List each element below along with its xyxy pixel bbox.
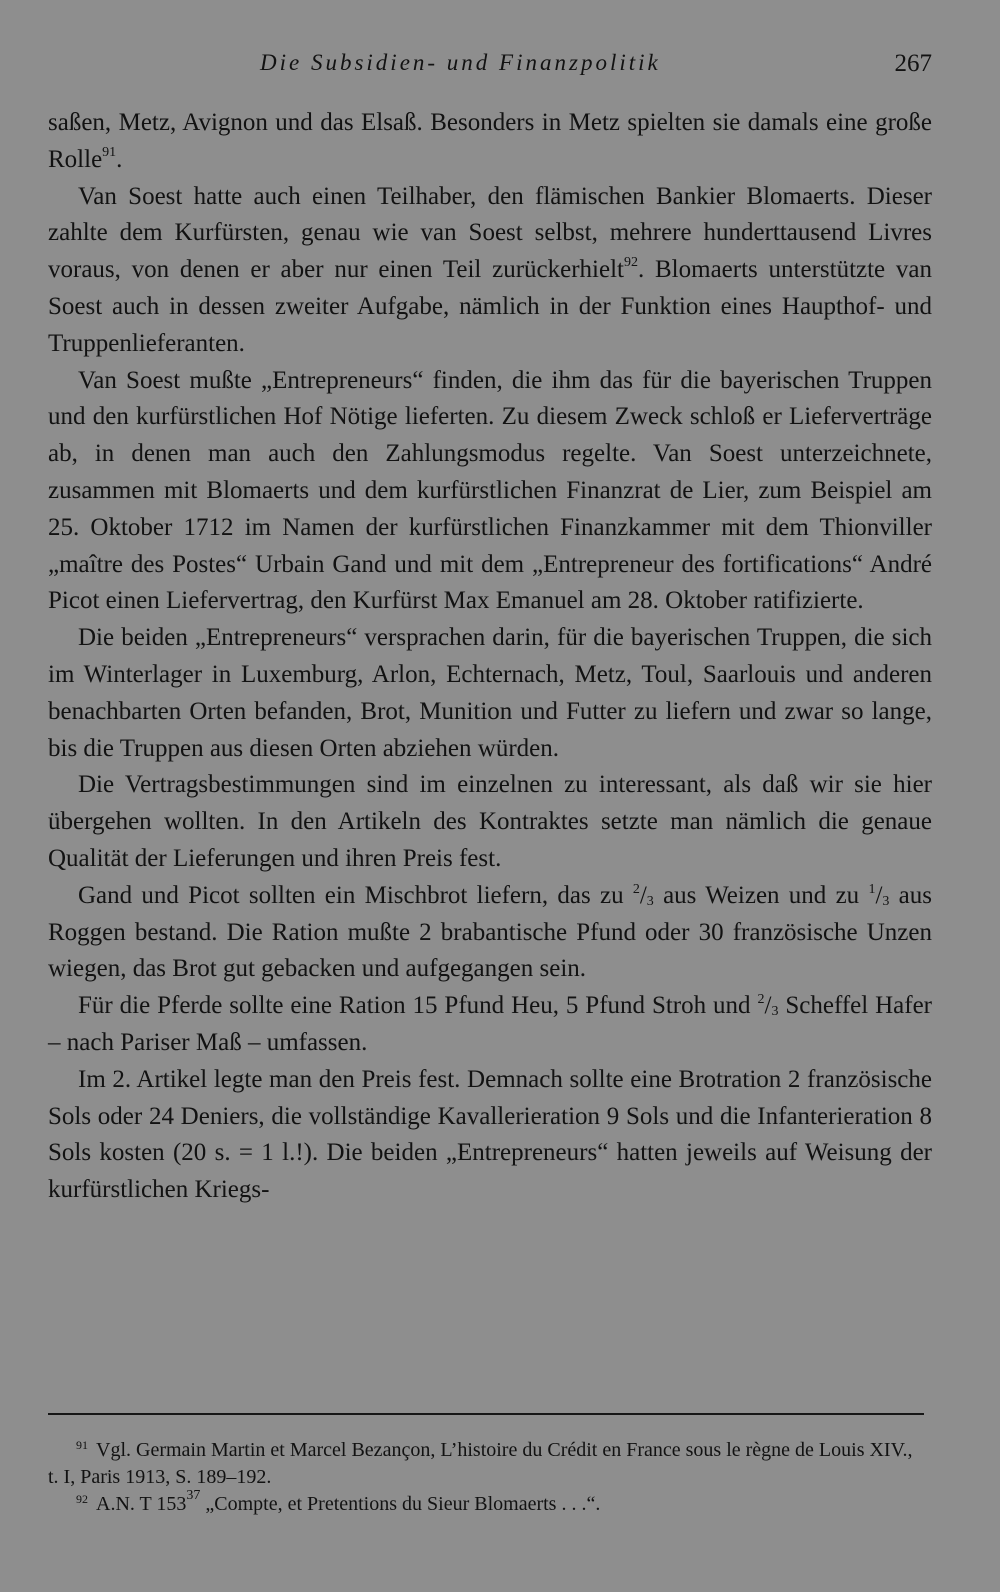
paragraph-text: Scheffel Hafer – nach Pariser Maß – umfassen. <box>48 992 933 1056</box>
fraction-numerator: 2 <box>632 881 640 897</box>
paragraph-text: Für die Pferde sollte eine Ration 15 Pfund Heu, 5 Pfund Stroh und <box>78 992 758 1020</box>
footnote-text: A.N. T 153 <box>96 1493 187 1515</box>
footnote <box>48 1437 924 1491</box>
fraction-denominator: 3 <box>646 893 654 909</box>
paragraph <box>48 878 932 988</box>
paragraph <box>48 105 932 179</box>
paragraph-text: . Blomaerts unterstützte van Soest auch in dessen zweiter Aufgabe, nämlich in der Funktion eines Haupthof- und Truppenlieferanten. <box>48 256 933 357</box>
paragraph-text: Im 2. Artikel legte man den Preis fest. Demnach sollte eine Brotration 2 französische Sols oder 24 Deniers, die vollständige Kavallerieration 9 Sols und die Infanterieration 8 Sols kosten (20 s. = 1 l.!). Die beiden „Entrepreneurs“ hatten jeweils auf Weisung der kurfürstlichen Kriegs- <box>48 1065 932 1204</box>
paragraph-text: Gand und Picot sollten ein Mischbrot liefern, das zu <box>78 881 633 909</box>
paragraph <box>48 988 932 1062</box>
archive-superscript: 37 <box>186 1488 201 1503</box>
footnote-ref: 91 <box>102 144 117 160</box>
page-header <box>48 48 932 84</box>
page-number: 267 <box>894 50 932 77</box>
paragraph <box>48 179 932 363</box>
fraction: $^2/_3$ <box>757 992 779 1020</box>
fraction-denominator: 3 <box>882 893 890 909</box>
paragraph-text: Van Soest mußte „Entrepreneurs“ finden, die ihm das für die bayerischen Truppen und den kurfürstlichen Hof Nötige lieferten. Zu diesem Zweck schloß er Lieferverträge ab, in denen man auch den Zahlungsmodus regelte. Van Soest unterzeichnete, zusammen mit Blomaerts und dem kurfürstlichen Finanzrat de Lier, zum Beispiel am 25. Oktober 1712 im Namen der kurfürstlichen Finanzkammer mit dem Thionviller „maître des Postes“ Urbain Gand und mit dem „Entrepreneur des fortifications“ André Picot einen Liefervertrag, den Kurfürst Max Emanuel am 28. Oktober ratifizierte. <box>48 366 932 615</box>
paragraph-text: saßen, Metz, Avignon und das Elsaß. Besonders in Metz spielten sie damals eine große Rolle <box>48 109 932 173</box>
paragraph <box>48 767 932 877</box>
footnote-ref: 92 <box>624 255 638 271</box>
body-text <box>48 105 932 1209</box>
footnote-text: „Compte, et Pretentions du Sieur Blomaerts . . .“. <box>200 1493 601 1515</box>
paragraph-text: aus Weizen und zu <box>653 881 869 909</box>
paragraph-text: . <box>116 145 123 173</box>
paragraph <box>48 1062 932 1209</box>
paragraph-text: Van Soest hatte auch einen Teilhaber, den flämischen Bankier Blomaerts. Dieser zahlte dem Kurfürsten, genau wie van Soest selbst, mehrere hunderttausend Livres voraus, von denen er aber nur einen Teil zurückerhielt <box>48 182 932 284</box>
paragraph <box>48 620 932 767</box>
fraction-numerator: 2 <box>757 992 765 1008</box>
fraction-denominator: 3 <box>771 1004 779 1020</box>
running-title: Die Subsidien- und Finanzpolitik <box>260 50 661 75</box>
footnotes <box>48 1437 924 1518</box>
footnote-number: 92 <box>76 1492 88 1506</box>
fraction: $^2/_3$ <box>632 881 654 909</box>
paragraph-text: Die beiden „Entrepreneurs“ versprachen darin, für die bayerischen Truppen, die sich im Winterlager in Luxemburg, Arlon, Echternach, Metz, Toul, Saarlouis und anderen benachbarten Orten befanden, Brot, Munition und Futter zu liefern und zwar so lange, bis die Truppen aus diesen Orten abziehen würden. <box>48 624 932 762</box>
footnote <box>48 1488 924 1518</box>
paragraph-text: Die Vertragsbestimmungen sind im einzelnen zu interessant, als daß wir sie hier übergehen wollten. In den Artikeln des Kontraktes setzte man nämlich die genaue Qualität der Lieferungen und ihren Preis fest. <box>48 771 932 872</box>
fraction: $^1/_3$ <box>868 881 890 909</box>
footnote-divider <box>48 1413 924 1415</box>
footnote-number: 91 <box>76 1438 88 1452</box>
fraction-numerator: 1 <box>868 881 876 897</box>
paragraph <box>48 363 932 621</box>
footnote-text: Vgl. Germain Martin et Marcel Bezançon, L’histoire du Crédit en France sous le règne de Louis XIV., t. I, Paris 1913, S. 189–192. <box>48 1439 913 1488</box>
paragraph-text: aus Roggen bestand. Die Ration mußte 2 brabantische Pfund oder 30 französische Unzen wiegen, das Brot gut gebacken und aufgegangen sein. <box>48 881 932 983</box>
